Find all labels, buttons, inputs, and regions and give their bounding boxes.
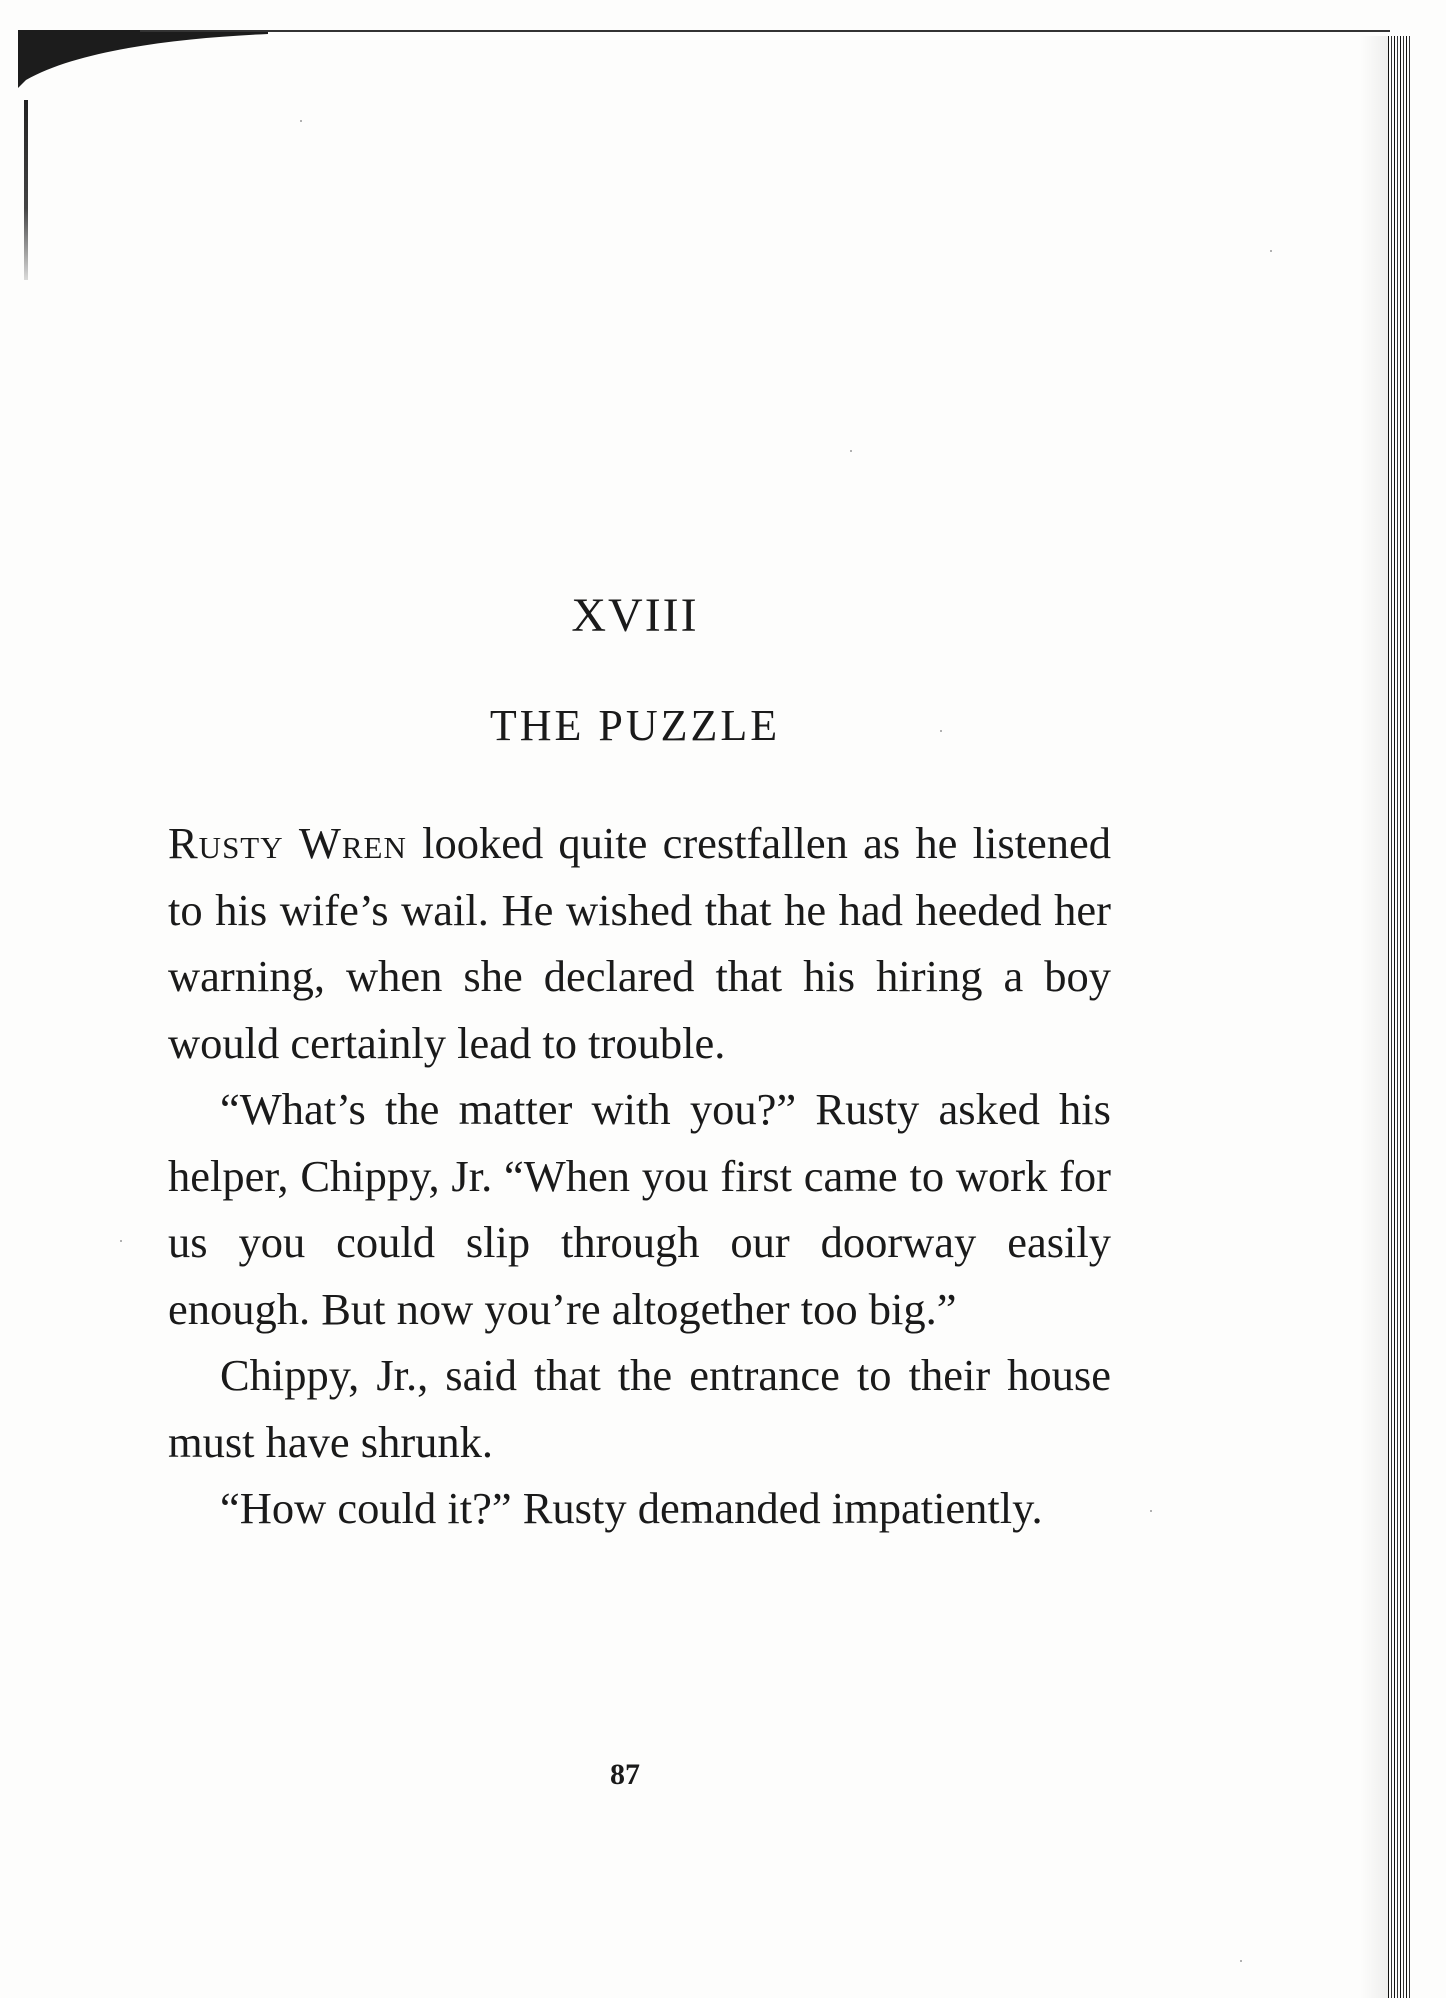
paragraph-4: “How could it?” Rusty demanded impatiently.: [220, 1483, 1043, 1533]
scan-speck: [120, 1240, 122, 1242]
chapter-number: XVIII: [571, 589, 699, 642]
binding-shadow: [1360, 36, 1388, 1998]
paragraph-3: Chippy, Jr., said that the entrance to their house must have shrunk.: [168, 1350, 1111, 1467]
scan-edge-shadow: [18, 28, 268, 88]
book-binding-edge: [1388, 36, 1410, 1998]
paragraph-2: “What’s the matter with you?” Rusty asked his helper, Chippy, Jr. “When you first came to work for us you could slip through our doorway easily enough. But now you’re altogether too big.”: [168, 1084, 1111, 1334]
scan-speck: [1270, 250, 1272, 252]
chapter-title: THE PUZZLE: [489, 701, 781, 750]
chapter-body: [168, 810, 1111, 1542]
page-number: 87: [610, 1758, 640, 1791]
lead-small-caps-2: Wren: [298, 818, 407, 868]
scan-left-edge-mark: [24, 100, 28, 280]
page-top-edge: [140, 30, 1390, 32]
scan-speck: [850, 450, 852, 452]
scan-speck: [1150, 1510, 1152, 1512]
paragraph-1-text: looked quite crestfallen as he listened to his wife’s wail. He wished that he had heeded her warning, when she declared that his hiring a boy would certainly lead to trouble.: [168, 818, 1112, 1068]
scan-speck: [940, 730, 942, 732]
lead-small-caps-1: Rusty: [168, 818, 284, 868]
paragraph-1: [168, 810, 1111, 1076]
scan-speck: [300, 120, 302, 122]
scan-speck: [1240, 1960, 1242, 1962]
